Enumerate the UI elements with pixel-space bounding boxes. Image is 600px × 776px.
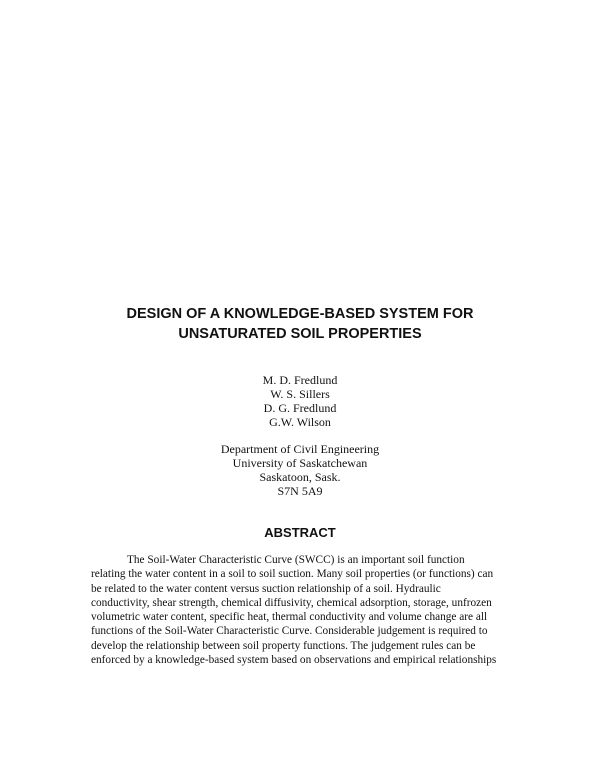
abstract-line: relating the water content in a soil to soil suction. Many soil properties (or functions) can bbox=[91, 568, 494, 581]
abstract-line: functions of the Soil-Water Characteristic Curve. Considerable judgement is required to bbox=[91, 625, 488, 638]
abstract-line: The Soil-Water Characteristic Curve (SWCC) is an important soil function bbox=[127, 554, 465, 566]
abstract-line: enforced by a knowledge-based system based on observations and empirical relationships bbox=[91, 654, 497, 667]
affiliation-block bbox=[0, 442, 600, 498]
paper-title-line-1: DESIGN OF A KNOWLEDGE-BASED SYSTEM FOR bbox=[126, 306, 474, 322]
author-name: D. G. Fredlund bbox=[263, 401, 337, 415]
affiliation-line: S7N 5A9 bbox=[277, 484, 323, 498]
abstract-line: be related to the water content versus suction relationship of a soil. Hydraulic bbox=[91, 582, 441, 595]
affiliation-line: Saskatoon, Sask. bbox=[259, 470, 341, 484]
author-list bbox=[0, 373, 600, 429]
abstract-line: volumetric water content, specific heat, thermal conductivity and volume change are all bbox=[91, 611, 488, 624]
affiliation-line: Department of Civil Engineering bbox=[220, 442, 380, 456]
abstract-body bbox=[91, 553, 511, 667]
affiliation-line: University of Saskatchewan bbox=[232, 456, 368, 470]
author-name: G.W. Wilson bbox=[269, 415, 331, 429]
abstract-line: conductivity, shear strength, chemical diffusivity, chemical adsorption, storage, unfrozen bbox=[91, 596, 492, 609]
author-name: M. D. Fredlund bbox=[262, 373, 338, 387]
abstract-line: develop the relationship between soil property functions. The judgement rules can be bbox=[91, 639, 476, 652]
paper-title-line-2: UNSATURATED SOIL PROPERTIES bbox=[178, 326, 422, 342]
abstract-heading: ABSTRACT bbox=[264, 525, 336, 540]
author-name: W. S. Sillers bbox=[270, 387, 330, 401]
